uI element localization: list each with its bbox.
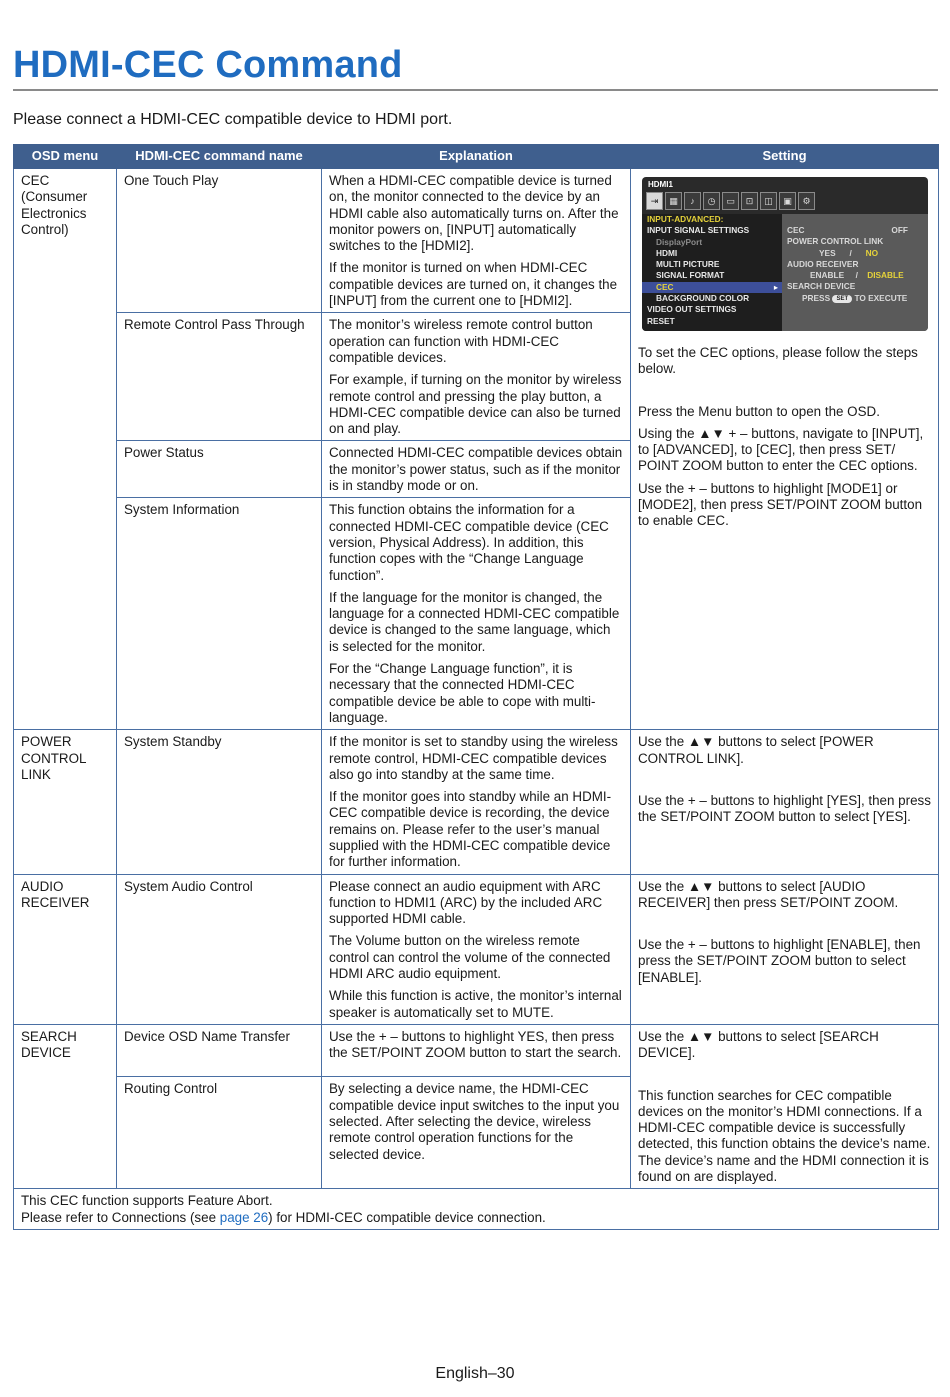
osd-enable: ENABLE [810,270,845,281]
osd-item-video-out: VIDEO OUT SETTINGS [647,304,737,315]
osd-item-input-signal: INPUT SIGNAL SETTINGS [647,225,750,236]
osd-item-bg-color: BACKGROUND COLOR [656,293,750,304]
table-row [14,730,939,874]
title-divider [13,89,938,91]
explanation-system-audio [322,874,631,1024]
chevron-right-icon: ▸ [773,281,778,292]
osd-item-reset: RESET [647,315,675,326]
explanation-paragraph: When a HDMI-CEC compatible device is turned on, the monitor connected to the device by an HDMI cable also automatically turns on. After the monitor powers on, [INPUT] automatically switches to the [HDMI2]. [329,173,619,254]
osd-search-device: SEARCH DEVICE [787,281,856,292]
osd-to-execute: TO EXECUTE [854,292,908,303]
setting-paragraph: This function searches for CEC compatible devices on the monitor’s HDMI connections. If a HDMI-CEC compatible device is successfully detected, this function obtains the device’s name. The device’s name and the HDMI connection it is found on are displayed. [638,1087,931,1185]
osd-press-row [782,293,928,304]
command-system-standby: System Standby [117,730,322,874]
osd-disable: DISABLE [867,270,904,281]
setting-paragraph: Press the Menu button to open the OSD. [638,403,880,419]
explanation-routing-control [322,1077,631,1189]
system-icon: ⚙ [798,192,815,210]
explanation-paragraph: While this function is active, the monitor’s internal speaker is automatically set to MUTE. [329,988,622,1020]
setting-paragraph: Use the ▲▼ buttons to select [AUDIO RECEIVER] then press SET/POINT ZOOM. [638,878,899,910]
input-icon: ⇥ [646,192,663,210]
explanation-paragraph: If the monitor is turned on when HDMI-CEC compatible devices are turned on, it changes the [INPUT] from the current one to [HDMI2]. [329,260,618,309]
page-title: HDMI-CEC Command [13,44,403,86]
footnote-line: This CEC function supports Feature Abort. [21,1193,273,1209]
osd-audio-receiver: AUDIO RECEIVER [787,258,859,269]
command-system-info: System Information [117,498,322,730]
protect-icon: ◫ [760,192,777,210]
osd-item-cec-label: CEC [656,281,674,292]
explanation-osd-name-transfer [322,1024,631,1076]
display-icon: ▭ [722,192,739,210]
explanation-paragraph: For the “Change Language function”, it is necessary that the connected HDMI-CEC compatible device be able to cope with multi-language. [329,661,596,725]
command-system-audio: System Audio Control [117,874,322,1024]
lock-icon: ▣ [779,192,796,210]
osd-slash: / [849,247,852,258]
page-26-link[interactable]: page 26 [219,1209,269,1225]
command-power-status: Power Status [117,441,322,498]
table-row [14,1189,939,1230]
osd-left-panel [642,214,782,331]
explanation-paragraph: The monitor’s wireless remote control button operation can function with HDMI-CEC compatible devices. [329,317,593,365]
osd-enable-row [782,270,928,281]
explanation-paragraph: If the monitor goes into standby while an HDMI-CEC compatible device is recording, the device remains on. Please refer to the user’s manual supplied with the HDMI-CEC compatible device for further information. [329,789,612,870]
audio-icon: ♪ [684,192,701,210]
osd-input-tab: HDMI1 [648,180,673,189]
table-row [14,1024,939,1076]
table-row [14,169,939,313]
osd-menu-search-device: SEARCH DEVICE [14,1024,117,1188]
table-header-row [14,145,939,169]
explanation-paragraph: For example, if turning on the monitor by wireless remote control and pressing the play button, a HDMI-CEC compatible device can also be turned on and play. [329,372,622,437]
explanation-paragraph: Connected HDMI-CEC compatible devices obtain the monitor’s power status, such as if the monitor is in standby mode or on. [329,445,623,494]
osd-press: PRESS [802,292,831,303]
header-explanation: Explanation [322,145,631,169]
setting-audio-receiver [631,874,939,1024]
command-remote-pass: Remote Control Pass Through [117,313,322,441]
explanation-paragraph: The Volume button on the wireless remote control can control the volume of the connected HDMI ARC audio equipment. [329,933,611,982]
setting-cec [631,169,939,730]
osd-item-hdmi: HDMI [656,247,678,258]
osd-item-cec [642,282,782,293]
set-button-icon: SET [832,295,852,303]
explanation-paragraph: If the monitor is set to standby using the wireless remote control, HDMI-CEC compatible devices also go into standby at the same time. [329,734,618,782]
hdmi-cec-table [13,144,939,1230]
osd-item-signal-format: SIGNAL FORMAT [656,270,725,281]
picture-icon: ▦ [665,192,682,210]
osd-slash: / [855,270,858,281]
osd-cec-value: OFF [891,225,908,235]
footnote-line [21,1210,931,1226]
control-icon: ⊡ [741,192,758,210]
osd-cec-label: CEC [787,225,805,235]
explanation-remote-pass [322,313,631,441]
explanation-power-status [322,441,631,498]
explanation-paragraph: By selecting a device name, the HDMI-CEC compatible device input switches to the input you selected. After selecting the device, wireless remote control operation functions for the selected device. [329,1081,620,1162]
header-command-name: HDMI-CEC command name [117,145,322,169]
setting-power-control [631,730,939,874]
osd-icon-bar [646,192,815,210]
spacer [638,1068,931,1088]
header-setting: Setting [631,145,939,169]
osd-menu-screenshot [642,177,928,331]
osd-menu-cec: CEC (Consumer Electronics Control) [14,169,117,730]
table-footnote [14,1189,939,1230]
footnote-text: ) for HDMI-CEC compatible device connection. [268,1209,546,1225]
osd-item-displayport: DisplayPort [656,236,703,247]
setting-search-device [631,1024,939,1188]
osd-item-multi-picture: MULTI PICTURE [656,259,720,270]
setting-paragraph: Use the ▲▼ buttons to select [SEARCH DEVICE]. [638,1028,879,1061]
osd-cec-row [782,225,928,236]
spacer [638,773,931,793]
explanation-paragraph: Use the + – buttons to highlight YES, then press the SET/POINT ZOOM button to start the search. [329,1028,622,1061]
explanation-paragraph: Please connect an audio equipment with ARC function to HDMI1 (ARC) by the included ARC supported HDMI cable. [329,878,603,927]
command-routing-control: Routing Control [117,1077,322,1189]
explanation-system-standby [322,730,631,874]
explanation-one-touch-play [322,169,631,313]
setting-paragraph: Using the ▲▼ + – buttons, navigate to [INPUT], to [ADVANCED], to [CEC], then press SET/ POINT ZOOM button to enter the CEC options. [638,425,924,474]
osd-no: NO [865,247,879,258]
setting-paragraph: Use the ▲▼ buttons to select [POWER CONTROL LINK]. [638,734,874,766]
osd-menu-audio-receiver: AUDIO RECEIVER [14,874,117,1024]
explanation-paragraph: If the language for the monitor is changed, the language for a connected HDMI-CEC compatible device is changed to the same language, which is selected for the monitor. [329,589,620,654]
osd-menu-power-control: POWER CONTROL LINK [14,730,117,874]
osd-yes: YES [819,247,836,258]
explanation-system-info [322,498,631,730]
footnote-text: Please refer to Connections (see [21,1209,220,1225]
schedule-icon: ◷ [703,192,720,210]
spacer [638,384,931,404]
table-row [14,874,939,1024]
command-one-touch-play: One Touch Play [117,169,322,313]
command-osd-name-transfer: Device OSD Name Transfer [117,1024,322,1076]
explanation-paragraph: This function obtains the information for a connected HDMI-CEC compatible device (CEC version, Physical Address). In addition, this function copes with the “Change Language function”. [329,502,609,583]
osd-yes-no-row [782,248,928,259]
osd-left-header: INPUT-ADVANCED: [647,214,724,224]
setting-paragraph: To set the CEC options, please follow the steps below. [638,345,918,377]
osd-right-panel [782,214,928,331]
page-number: English–30 [435,1365,515,1382]
setting-paragraph: Use the + – buttons to highlight [ENABLE], then press the SET/POINT ZOOM button to select [ENABLE]. [638,937,921,985]
intro-text: Please connect a HDMI-CEC compatible device to HDMI port. [13,111,453,128]
header-osd-menu: OSD menu [14,145,117,169]
osd-power-link: POWER CONTROL LINK [787,236,884,247]
setting-paragraph: Use the + – buttons to highlight [MODE1] or [MODE2], then press SET/POINT ZOOM button to enable CEC. [638,480,923,529]
spacer [638,917,931,937]
setting-paragraph: Use the + – buttons to highlight [YES], then press the SET/POINT ZOOM button to select [YES]. [638,792,931,825]
